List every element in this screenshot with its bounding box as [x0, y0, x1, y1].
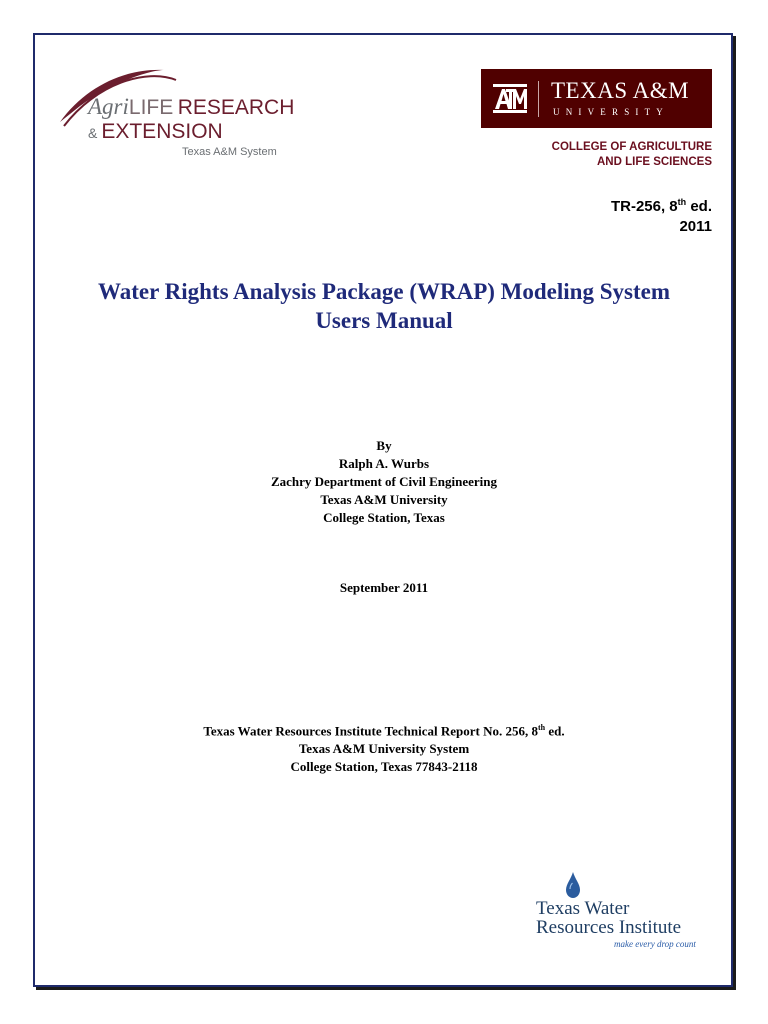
agrilife-logo [56, 66, 296, 166]
title-line2: Users Manual [315, 308, 453, 333]
author-name: Ralph A. Wurbs [338, 456, 430, 471]
author-university: Texas A&M University [320, 492, 448, 507]
footer-line1-prefix: Texas Water Resources Institute Technical Report No. 256, 8 [203, 723, 538, 739]
report-edition: ed. [686, 198, 712, 215]
college-name [552, 140, 712, 170]
footer-info [35, 719, 733, 776]
author-by: By [376, 438, 392, 453]
atm-monogram-icon [491, 81, 529, 116]
report-year: 2011 [679, 218, 712, 235]
agrilife-extension: EXTENSION [101, 120, 223, 143]
agrilife-system: Texas A&M System [182, 146, 277, 158]
author-location: College Station, Texas [323, 510, 445, 525]
college-line2: AND LIFE SCIENCES [596, 156, 712, 168]
tamu-divider [538, 81, 539, 117]
publication-date: September 2011 [339, 580, 429, 595]
document-title [35, 277, 733, 335]
agrilife-research: RESEARCH [177, 96, 295, 119]
footer-line1 [35, 719, 733, 740]
report-number-text: TR-256, 8 [610, 198, 678, 215]
report-ordinal: th [677, 197, 687, 207]
title-line1: Water Rights Analysis Package (WRAP) Modeling System [97, 279, 670, 304]
tamu-name: TEXAS A&M [551, 78, 690, 103]
agrilife-amp: & [88, 125, 98, 141]
college-line1: COLLEGE OF AGRICULTURE [551, 141, 712, 153]
agrilife-line2 [88, 120, 223, 144]
twri-name-line2: Resources Institute [536, 917, 682, 938]
footer-line3: College Station, Texas 77843-2118 [290, 759, 478, 775]
author-department: Zachry Department of Civil Engineering [270, 474, 498, 489]
tamu-logo [481, 69, 712, 128]
footer-line2: Texas A&M University System [298, 741, 470, 757]
footer-line1-sup: th [538, 723, 546, 732]
agrilife-line1 [88, 94, 294, 120]
tamu-university: UNIVERSITY [553, 107, 669, 117]
agrilife-life: LIFE [128, 96, 174, 119]
footer-line1-suffix: ed. [545, 723, 565, 739]
twri-logo [534, 872, 719, 952]
twri-name-line1: Texas Water [536, 898, 630, 919]
agrilife-agri: Agri [88, 94, 129, 119]
twri-tagline: make every drop count [614, 939, 696, 949]
water-drop-icon [566, 872, 580, 898]
report-number [611, 192, 712, 217]
report-id [611, 192, 712, 237]
author-block [35, 437, 733, 527]
